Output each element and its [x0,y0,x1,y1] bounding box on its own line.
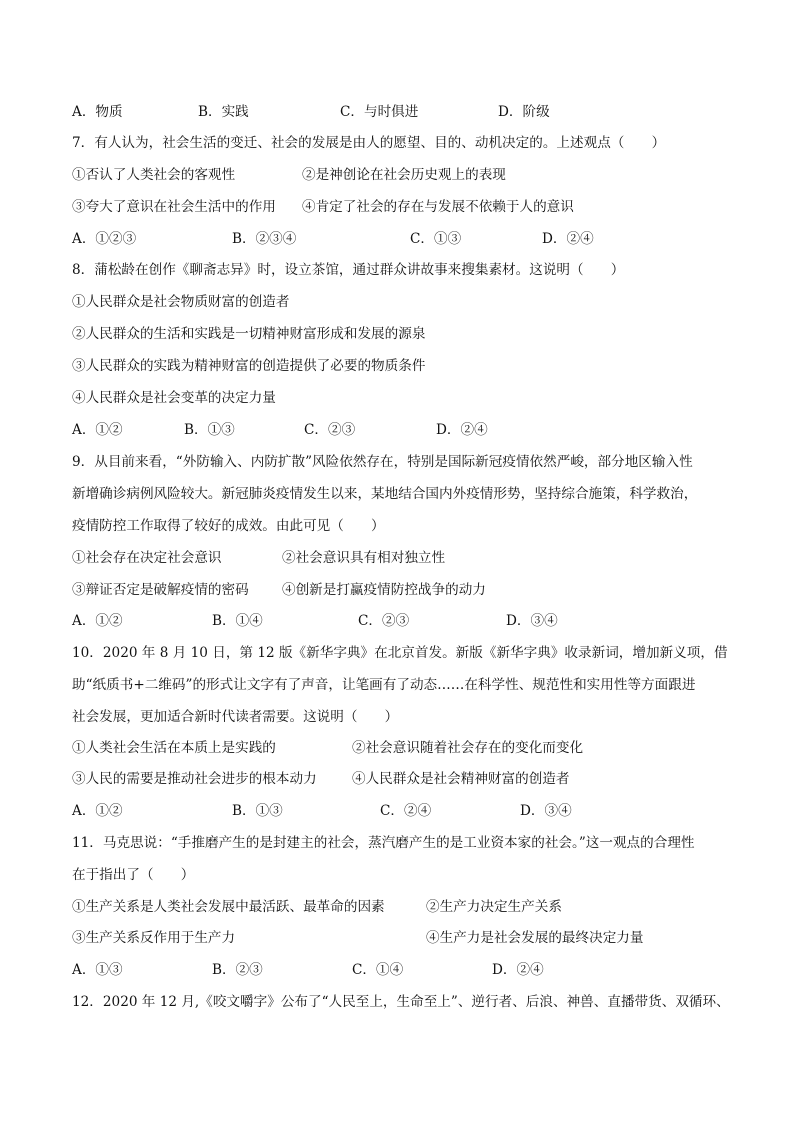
q11-item-2: ②生产力决定生产关系 [426,899,562,915]
q9-item-4: ④创新是打赢疫情防控战争的动力 [282,582,486,598]
q9-item-2: ②社会意识具有相对独立性 [282,550,446,566]
q11-option-d[interactable]: D．②④ [492,962,544,978]
q10-stem-line-3: 社会发展，更加适合新时代读者需要。这说明（ ） [72,709,399,725]
q9-option-d[interactable]: D．③④ [506,613,558,629]
q8-option-c[interactable]: C．②③ [304,422,356,438]
q10-stem-line-1: 10．2020 年 8 月 10 日，第 12 版《新华字典》在北京首发。新版《新华字典》收录新词，增加新义项，借 [72,645,728,661]
q9-stem-line-2: 新增确诊病例风险较大。新冠肺炎疫情发生以来，某地结合国内外疫情形势，坚持综合施策，科学救治， [72,486,698,502]
q7-item-3: ③夸大了意识在社会生活中的作用 [72,199,276,215]
q8-option-d[interactable]: D．②④ [436,422,488,438]
q9-stem-line-1: 9．从目前来看，“外防输入、内防扩散”风险依然存在，特别是国际新冠疫情依然严峻，部分地区输入性 [72,454,693,470]
q11-item-4: ④生产力是社会发展的最终决定力量 [426,930,644,946]
q7-option-c[interactable]: C．①③ [410,231,462,247]
q10-option-a[interactable]: A．①② [72,803,123,819]
q7-item-4: ④肯定了社会的存在与发展不依赖于人的意识 [302,199,574,215]
q10-item-1: ①人类社会生活在本质上是实践的 [72,740,276,756]
q10-option-c[interactable]: C．②④ [380,803,432,819]
q6-option-d[interactable]: D．阶级 [498,104,550,120]
q7-option-b[interactable]: B．②③④ [232,231,297,247]
q12-stem: 12．2020 年 12 月,《咬文嚼字》公布了“人民至上，生命至上”、逆行者、后浪、神兽、直播带货、双循环、 [72,994,730,1010]
q8-item-2: ②人民群众的生活和实践是一切精神财富形成和发展的源泉 [72,326,426,342]
q11-option-c[interactable]: C．①④ [352,962,404,978]
q9-item-3: ③辩证否定是破解疫情的密码 [72,582,249,598]
q9-option-c[interactable]: C．②③ [358,613,410,629]
q11-item-1: ①生产关系是人类社会发展中最活跃、最革命的因素 [72,899,385,915]
q10-option-d[interactable]: D．③④ [520,803,572,819]
q8-option-a[interactable]: A．①② [72,422,123,438]
q6-option-c[interactable]: C．与时俱进 [340,104,419,120]
q7-option-d[interactable]: D．②④ [542,231,594,247]
q7-stem: 7．有人认为，社会生活的变迁、社会的发展是由人的愿望、目的、动机决定的。上述观点（ ） [72,135,666,151]
q8-stem: 8．蒲松龄在创作《聊斋志异》时，设立茶馆，通过群众讲故事来搜集素材。这说明（ ） [72,262,625,278]
q9-item-1: ①社会存在决定社会意识 [72,550,222,566]
q10-item-4: ④人民群众是社会精神财富的创造者 [352,771,570,787]
q10-option-b[interactable]: B．①③ [232,803,283,819]
q11-stem-line-2: 在于指出了（ ） [72,867,195,883]
q9-option-a[interactable]: A．①② [72,613,123,629]
q10-stem-line-2: 助“纸质书+二维码”的形式让文字有了声音，让笔画有了动态……在科学性、规范性和实用性等方面跟进 [72,677,696,693]
q6-option-b[interactable]: B．实践 [198,104,249,120]
q10-item-2: ②社会意识随着社会存在的变化而变化 [352,740,584,756]
q6-option-a[interactable]: A．物质 [72,104,123,120]
q9-stem-line-3: 疫情防控工作取得了较好的成效。由此可见（ ） [72,518,385,534]
q11-option-b[interactable]: B．②③ [212,962,263,978]
q9-option-b[interactable]: B．①④ [212,613,263,629]
q8-option-b[interactable]: B．①③ [184,422,235,438]
q7-item-1: ①否认了人类社会的客观性 [72,167,236,183]
q7-item-2: ②是神创论在社会历史观上的表现 [302,167,506,183]
q11-option-a[interactable]: A．①③ [72,962,123,978]
q8-item-4: ④人民群众是社会变革的决定力量 [72,390,276,406]
q10-item-3: ③人民的需要是推动社会进步的根本动力 [72,771,317,787]
q11-stem-line-1: 11．马克思说：“手推磨产生的是封建主的社会，蒸汽磨产生的是工业资本家的社会。”这一观点的合理性 [72,835,695,851]
q8-item-3: ③人民群众的实践为精神财富的创造提供了必要的物质条件 [72,358,426,374]
q8-item-1: ①人民群众是社会物质财富的创造者 [72,294,290,310]
q11-item-3: ③生产关系反作用于生产力 [72,930,236,946]
q7-option-a[interactable]: A．①②③ [72,231,137,247]
